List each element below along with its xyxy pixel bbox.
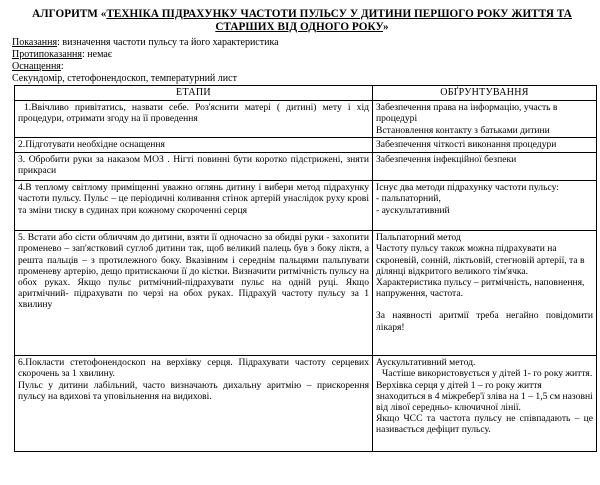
rationale-text: Верхівка серця у дітей 1 – го року життя знаходиться в 4 міжребер'ї зліва на 1 – 1,5 см назовні від лівої середньо- ключичної лінії. <box>376 379 593 414</box>
rationale-cell <box>373 153 597 181</box>
table-header-row <box>15 86 597 101</box>
rationale-text: Якщо ЧСС та частота пульсу не співпадають – це називається дефіцит пульсу. <box>376 413 593 436</box>
stage-text: 6.Покласти стетофонендоскоп на верхівку серця. Підрахувати частоту серцевих скорочень за 1 хвилину. <box>18 357 369 380</box>
stage-cell <box>15 231 373 356</box>
document-title <box>12 8 592 34</box>
algorithm-table <box>14 85 597 452</box>
stage-text: 3. Обробити руки за наказом МОЗ . Нігті повинні бути коротко підстрижені, зняти прикраси <box>18 154 369 177</box>
rationale-text: Забезпечення інфекційної безпеки <box>376 154 517 166</box>
stage-text: 1.Ввічливо привітатись, назвати себе. Роз'яснити матері ( дитині) мету і хід процедури, отримати згоду на її проведення <box>18 102 369 125</box>
rationale-warning: За наявності аритмії треба негайно повідомити лікаря! <box>376 310 593 333</box>
stage-cell <box>15 153 373 181</box>
rationale-text: Забезпечення чіткості виконання процедури <box>376 139 557 151</box>
contraindications-text: : немає <box>82 49 113 60</box>
document-page <box>12 8 592 452</box>
table-row <box>15 181 597 231</box>
table-row <box>15 356 597 452</box>
rationale-text: Встановлення контакту з батьками дитини <box>376 124 550 136</box>
stage-text: 4.В теплому світлому приміщенні уважно оглянь дитину і вибери метод підрахунку частоти пульсу. Пульс – це періодичні коливання стінок артерій унаслідок руху крові та зміни тиску в судинах при кожному скороченні серця <box>18 182 369 216</box>
rationale-cell <box>373 356 597 452</box>
stage-cell <box>15 101 373 138</box>
column-header-stages: ЕТАПИ <box>15 86 373 101</box>
rationale-text: Аускультативний метод. <box>376 357 476 369</box>
stage-text: 2.Підготувати необхідне оснащення <box>18 139 165 151</box>
equipment-label: Оснащення <box>12 61 61 72</box>
rationale-cell <box>373 138 597 153</box>
stage-text: 5. Встати або сісти обличчям до дитини, взяти її одночасно за обидві руки - захопити променево – зап'ястковий суглоб дитини так, щоб великий палець був з боку ліктя, а решта пальців – з протилежного боку. Вказівним і середнім пальцями пальпувати променеву артерію, дещо притискаючи її до кістки. Визначити ритмічність пульсу на обох руках. Якщо пульс ритмічний-підрахувати пульс на одній руці. Якщо аритмічний- підрахувати по черзі на обох руках. Підрахуй частоту пульсу за 1 хвилину <box>18 232 369 311</box>
table-row <box>15 138 597 153</box>
contraindications-label: Протипоказання <box>12 49 82 60</box>
equipment-list: Секундомір, стетофонендоскоп, температурний лист <box>12 73 237 84</box>
table-row <box>15 153 597 181</box>
table-row <box>15 101 597 138</box>
stage-cell <box>15 181 373 231</box>
rationale-text: - пальпаторний, <box>376 193 441 205</box>
title-underlined: ТЕХНІКА ПІДРАХУНКУ ЧАСТОТИ ПУЛЬСУ У ДИТИНИ ПЕРШОГО РОКУ ЖИТТЯ ТА СТАРШИХ ВІД ОДНОГО РОКУ <box>106 8 572 33</box>
rationale-text: - аускультативний <box>376 204 450 216</box>
contraindications-line <box>12 49 592 61</box>
rationale-text: Частіше використовується у дітей 1- го року життя. <box>382 368 593 380</box>
rationale-text: Частоту пульсу також можна підрахувати на скроневій, сонній, ліктьовій, стегновій артерії, та в ділянці відкритого великого тім'ячка. <box>376 243 585 277</box>
rationale-text: Пальпаторний метод <box>376 232 461 244</box>
procedure-meta <box>12 37 592 85</box>
title-prefix: АЛГОРИТМ « <box>32 8 107 20</box>
equipment-line <box>12 61 592 73</box>
rationale-text: Забезпечення права на інформацію, участь в процедурі <box>376 102 558 125</box>
rationale-cell <box>373 231 597 356</box>
title-suffix: » <box>383 21 389 33</box>
equipment-colon: : <box>60 61 64 72</box>
table-row <box>15 231 597 356</box>
stage-text: Пульс у дитини лабільний, часто визначають дихальну аритмію – прискорення пульсу на вдихові та уповільнення на видихові. <box>18 379 369 402</box>
indications-label: Показання <box>12 37 58 48</box>
rationale-text: Існує два методи підрахунку частоти пульсу: <box>376 182 559 194</box>
rationale-text: Характеристика пульсу – ритмічність, наповнення, напруження, частота. <box>376 277 585 300</box>
indications-line <box>12 37 592 49</box>
stage-cell <box>15 138 373 153</box>
indications-text: : визначення частоти пульсу та його характеристика <box>57 37 279 48</box>
rationale-spacer <box>376 299 593 310</box>
rationale-cell <box>373 101 597 138</box>
stage-cell <box>15 356 373 452</box>
column-header-rationale: ОБҐРУНТУВАННЯ <box>373 86 597 101</box>
rationale-cell <box>373 181 597 231</box>
